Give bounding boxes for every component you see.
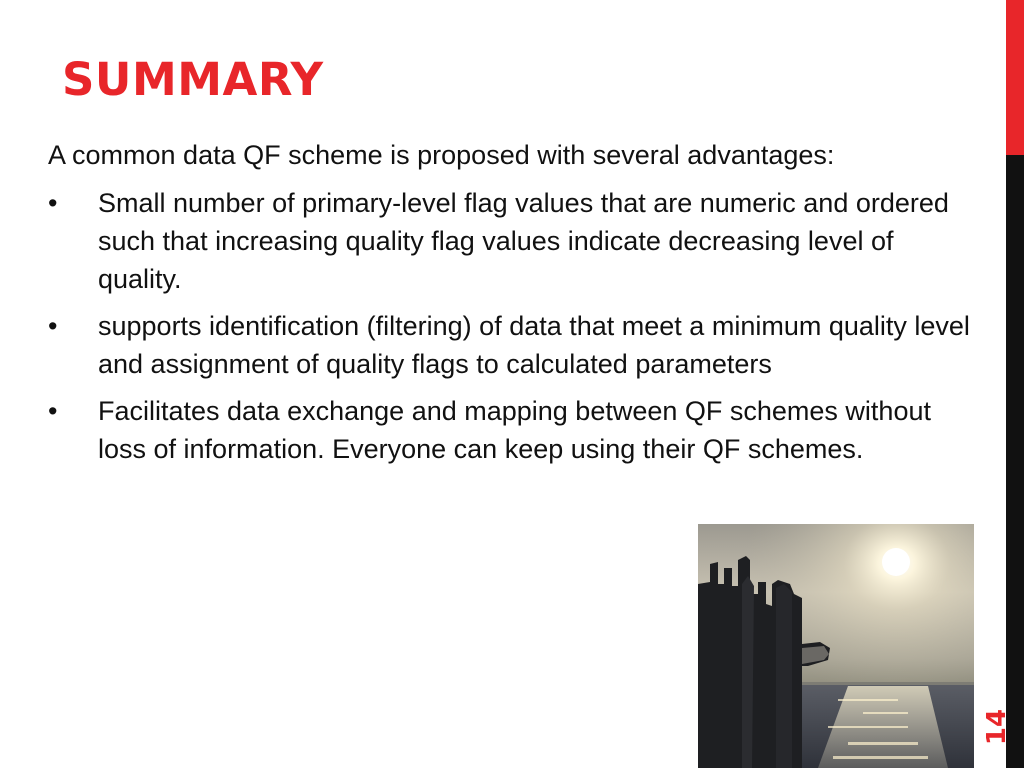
- bullet-dot-icon: •: [48, 396, 58, 426]
- accent-bar-red: [1006, 0, 1024, 155]
- bullet-dot-icon: •: [48, 311, 58, 341]
- bullet-list: [48, 184, 978, 468]
- bullet-text: Small number of primary-level flag values that are numeric and ordered such that increasing quality flag values indicate decreasing level of quality.: [98, 188, 949, 294]
- bullet-item: [48, 392, 978, 468]
- bullet-item: [48, 184, 978, 298]
- accent-bar-dark: [1006, 155, 1024, 768]
- bullet-text: supports identification (filtering) of data that meet a minimum quality level and assignment of quality flags to calculated parameters: [98, 311, 970, 379]
- intro-text: A common data QF scheme is proposed with several advantages:: [48, 140, 835, 170]
- bullet-dot-icon: •: [48, 188, 58, 218]
- bullet-item: [48, 307, 978, 383]
- slide-title: SUMMARY: [62, 53, 324, 106]
- sunset-sea-photo: [698, 524, 974, 768]
- page-number: 14: [982, 708, 1012, 746]
- bullet-text: Facilitates data exchange and mapping between QF schemes without loss of information. Everyone can keep using their QF schemes.: [98, 396, 931, 464]
- slide-body: [48, 136, 978, 477]
